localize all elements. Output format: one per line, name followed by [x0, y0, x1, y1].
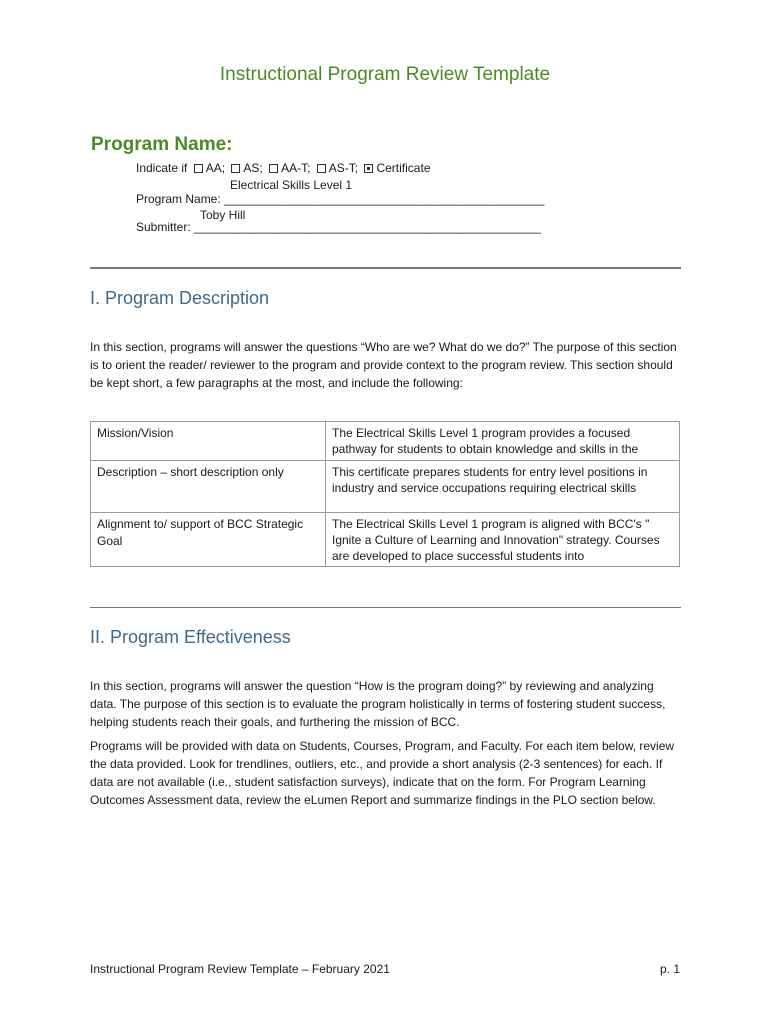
section2-para1: In this section, programs will answer the question “How is the program doing?” by reviewing and analyzing data. The purpose of this section is to evaluate the program holistically in terms of fostering student success, helping students reach their goals, and furthering the mission of BCC.	[90, 679, 666, 729]
document-title: Instructional Program Review Template	[219, 64, 551, 85]
footer-title: Instructional Program Review Template – February 2021	[90, 962, 390, 976]
as-t-label: AS-T;	[328, 161, 359, 175]
program-name-line: Program Name: ________________________________________________	[136, 192, 545, 206]
page-number: p. 1	[659, 962, 680, 976]
description-value-text: This certificate prepares students for entry level positions in industry and service occupations requiring electrical skills	[332, 465, 648, 495]
mission-value-text: The Electrical Skills Level 1 program provides a focused pathway for students to obtain knowledge and skills in the	[332, 426, 639, 456]
indicate-label: Indicate if	[136, 161, 188, 175]
table-value[interactable]	[326, 422, 680, 461]
table-row	[91, 513, 680, 567]
section2-para2: Programs will be provided with data on Students, Courses, Program, and Faculty. For each item below, review the data provided. Look for trendlines, outliers, etc., and provide a short analysis (2-3 sentences) for each. If data are not available (i.e., student satisfaction surveys), indicate that on the form. For Program Learning Outcomes Assessment data, review the eLumen Report and summarize findings in the PLO section below.	[90, 739, 675, 807]
as-checkbox[interactable]	[231, 164, 240, 173]
alignment-value-text: The Electrical Skills Level 1 program is aligned with BCC's " Ignite a Culture of Learning and Innovation" strategy. Courses are developed to place successful students into	[332, 517, 660, 563]
section-divider	[90, 607, 681, 608]
section-divider	[90, 267, 681, 269]
program-name-heading: Program Name:	[91, 134, 233, 155]
section2-heading: II. Program Effectiveness	[90, 627, 291, 647]
aa-label: AA;	[205, 161, 226, 175]
aa-checkbox[interactable]	[194, 164, 203, 173]
table-label: Mission/Vision	[91, 422, 326, 461]
section1-intro: In this section, programs will answer the questions “Who are we? What do we do?” The purpose of this section is to orient the reader/ reviewer to the program and provide context to the program review. This section should be kept short, a few paragraphs at the most, and include the following:	[90, 340, 677, 390]
submitter-value[interactable]: Toby Hill	[200, 208, 246, 222]
submitter-line: Submitter: ____________________________________________________	[136, 220, 542, 234]
table-row	[91, 422, 680, 461]
aa-t-label: AA-T;	[281, 161, 311, 175]
certificate-checkbox[interactable]	[364, 164, 373, 173]
as-label: AS;	[243, 161, 263, 175]
program-description-table	[90, 421, 680, 567]
certificate-label: Certificate	[376, 161, 431, 175]
certificate-value[interactable]: Electrical Skills Level 1	[230, 178, 353, 192]
table-row	[91, 461, 680, 513]
table-value[interactable]	[326, 513, 680, 567]
program-type-line	[136, 161, 431, 176]
table-label: Description – short description only	[91, 461, 326, 513]
section1-heading: I. Program Description	[90, 288, 270, 308]
as-t-checkbox[interactable]	[317, 164, 326, 173]
aa-t-checkbox[interactable]	[269, 164, 278, 173]
table-value[interactable]	[326, 461, 680, 513]
table-label: Alignment to/ support of BCC Strategic Goal	[91, 513, 326, 567]
